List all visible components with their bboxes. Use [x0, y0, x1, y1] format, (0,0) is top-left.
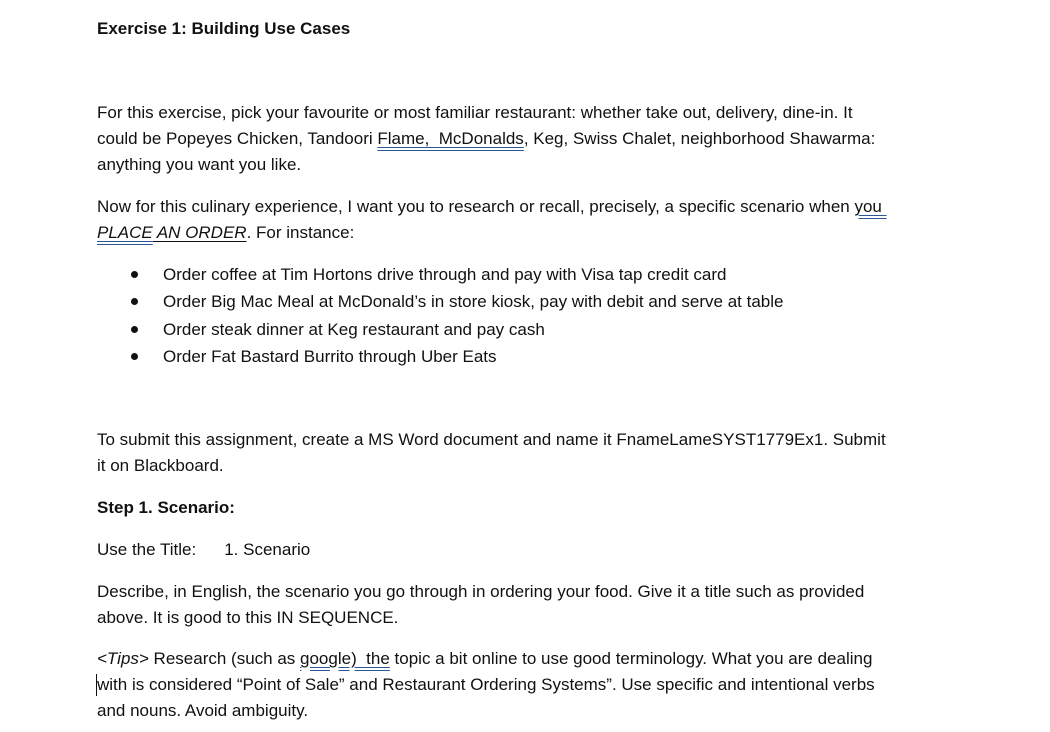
spellcheck-flagged-text[interactable]: Flame, McDonalds: [377, 129, 524, 148]
list-item-text: Order steak dinner at Keg restaurant and pay cash: [163, 320, 545, 339]
tips-line-3: and nouns. Avoid ambiguity.: [97, 701, 309, 720]
spellcheck-flagged-text[interactable]: you: [854, 197, 887, 216]
emphasis-an-order: AN ORDER: [152, 223, 247, 242]
emphasis-place[interactable]: PLACE: [97, 223, 153, 242]
intro-line-2: [97, 126, 875, 152]
list-item: [97, 262, 727, 288]
list-item: [97, 289, 784, 315]
submission-line-2: it on Blackboard.: [97, 456, 224, 475]
intro-text: , Keg, Swiss Chalet, neighborhood Shawarma:: [523, 129, 876, 148]
spellcheck-flagged-text[interactable]: google) the: [300, 649, 390, 668]
submission-line-1: To submit this assignment, create a MS Word document and name it FnameLameSYST1779Ex1. Submit: [97, 430, 886, 449]
tips-text: Research (such as: [148, 649, 301, 668]
list-item: [97, 317, 545, 343]
tips-line-1: [97, 646, 872, 672]
list-item-text: Order coffee at Tim Hortons drive through and pay with Visa tap credit card: [163, 265, 727, 284]
tips-line-2: with is considered “Point of Sale” and Restaurant Ordering Systems”. Use specific and intentional verbs: [97, 675, 875, 694]
title-label: Use the Title:: [97, 540, 197, 559]
scenario-prompt-line-1: [97, 194, 887, 220]
tips-tag: <Tips>: [97, 649, 149, 668]
step1-title-line: [97, 537, 310, 563]
intro-line-3: anything you want you like.: [97, 155, 302, 174]
bullet-icon: [131, 271, 138, 278]
bullet-icon: [131, 353, 138, 360]
prompt-text: . For instance:: [246, 223, 355, 242]
bullet-icon: [131, 298, 138, 305]
scenario-prompt-line-2: [97, 220, 354, 246]
step1-heading: Step 1. Scenario:: [97, 498, 235, 517]
intro-line-1: For this exercise, pick your favourite or most familiar restaurant: whether take out, delivery, dine-in. It: [97, 103, 853, 122]
document-title: Exercise 1: Building Use Cases: [97, 19, 351, 38]
tips-text: topic a bit online to use good terminology. What you are dealing: [389, 649, 873, 668]
list-item-text: Order Big Mac Meal at McDonald’s in store kiosk, pay with debit and serve at table: [163, 292, 784, 311]
prompt-text: Now for this culinary experience, I want you to research or recall, precisely, a specific scenario when: [97, 197, 855, 216]
step1-describe-line-1: Describe, in English, the scenario you go through in ordering your food. Give it a title such as provided: [97, 582, 865, 601]
list-item: [97, 344, 497, 370]
intro-text: could be Popeyes Chicken, Tandoori: [97, 129, 378, 148]
title-value: 1. Scenario: [224, 540, 311, 559]
step1-describe-line-2: above. It is good to this IN SEQUENCE.: [97, 608, 399, 627]
bullet-icon: [131, 326, 138, 333]
list-item-text: Order Fat Bastard Burrito through Uber Eats: [163, 347, 497, 366]
text-cursor: [96, 674, 97, 696]
